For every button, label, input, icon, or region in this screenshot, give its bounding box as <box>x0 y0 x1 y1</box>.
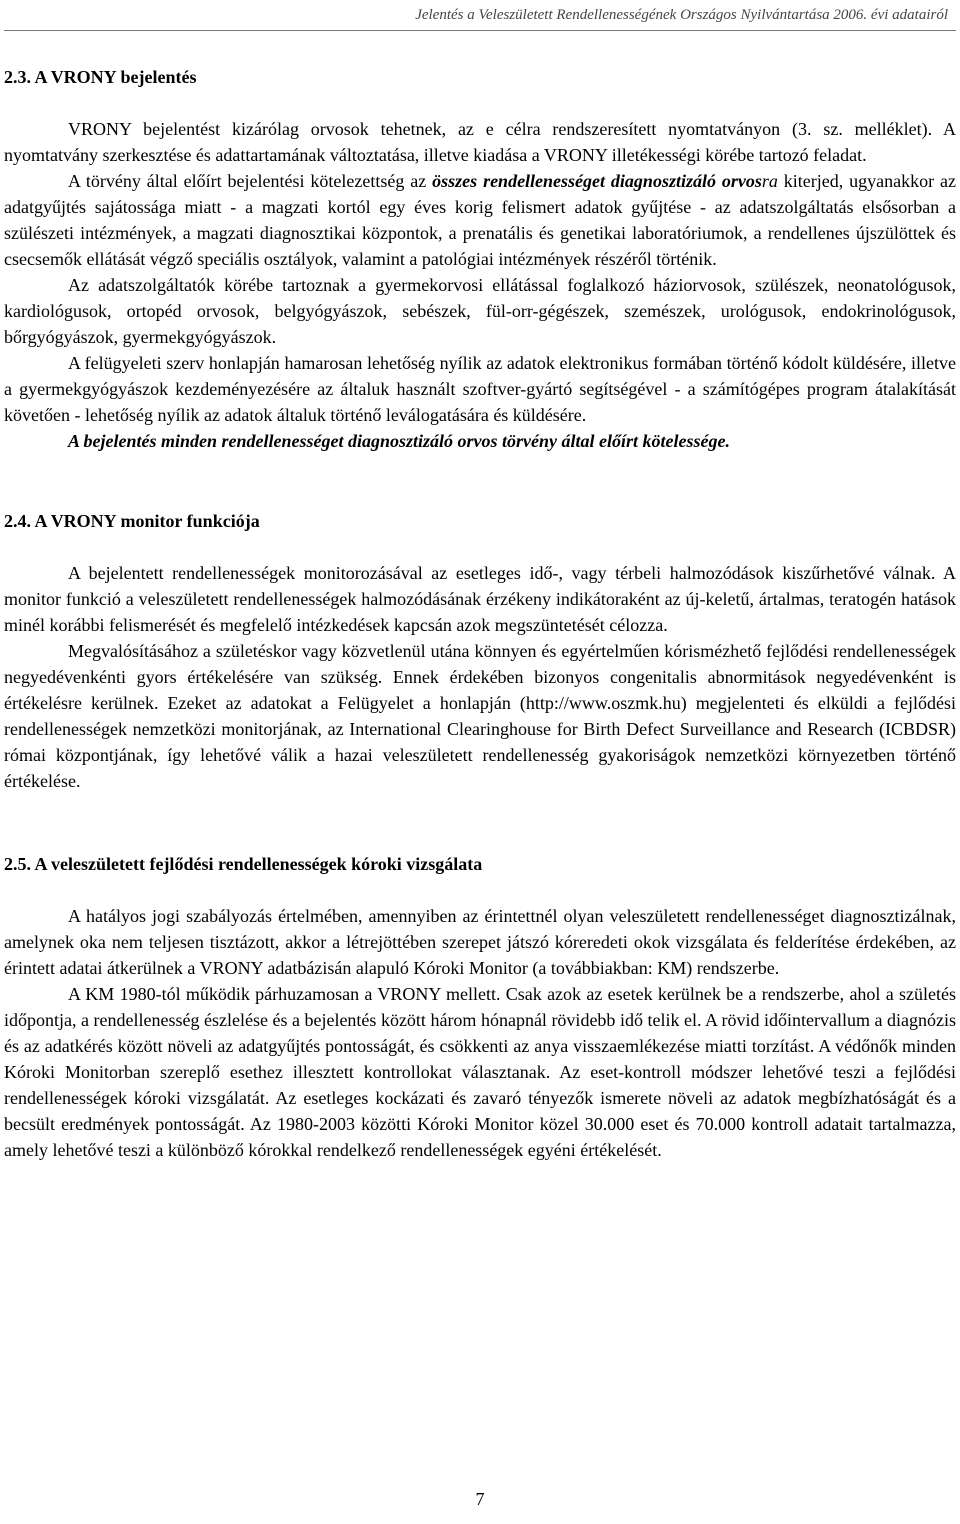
paragraph-2-rest: kiterjed, ugyanakkor az adatgyűjtés sajátossága miatt - a magzati kortól egy éves korig felismert adatok gyűjtése - az adatszolgáltatás elsősorban a szülészeti intézmények, a magzati diagnosztikai központok, a prenatális és genetikai laboratóriumok, a rendellenes újszülöttek és csecsemők ellátását végző speciális osztályok, valamint a patológiai intézmények részéről történik. <box>4 171 957 269</box>
running-header: Jelentés a Veleszületett Rendellenességének Országos Nyilvántartása 2006. évi adatairól <box>415 7 948 23</box>
section-2-3-paragraph-4: A felügyeleti szerv honlapján hamarosan lehetőség nyílik az adatok elektronikus formában történő kódolt küldésére, illetve a gyermekgyógyászok kezdeményezésére az általuk használt szoftver-gyártó segítségével - a számítógépes program átalakítását követően - lehetőség nyílik az adatok általuk történő leválogatására és küldésére. <box>4 353 956 425</box>
section-2-5-paragraph-2: A KM 1980-tól működik párhuzamosan a VRONY mellett. Csak azok az esetek kerülnek be a rendszerbe, ahol a születés időpontja, a rendellenesség észlelése és a bejelentés között három hónapnál rövidebb idő telik el. A rövid időintervallum a diagnózis és az adatkérés között növeli az adatgyűjtés pontosságát, és csökkenti az anya visszaemlékezése miatti torzítást. A védőnők minden Kóroki Monitorban szereplő esethez illesztett kontrollokat választanak. Az eset-kontroll módszer lehetővé teszi a fejlődési rendellenességek kóroki vizsgálatát. Az esetleges kockázati és zavaró tényezők ismerete növeli az adatok megbízhatóságát és a becsült eredmények pontosságát. Az 1980-2003 közötti Kóroki Monitor közel 30.000 eset és 70.000 kontroll adatait tartalmazza, amely lehetővé teszi a különböző kórokkal rendelkező rendellenességek egyéni értékelését. <box>4 984 956 1160</box>
emphasis-all-diagnosing-doctors: összes rendellenességet diagnosztizáló orvos <box>432 171 762 191</box>
header-rule <box>4 30 956 31</box>
section-2-3-paragraph-3: Az adatszolgáltatók körébe tartoznak a gyermekorvosi ellátással foglalkozó háziorvosok, szülészek, neonatológusok, kardiológusok, ortopéd orvosok, belgyógyászok, sebészek, fül-orr-gégészek, szemészek, urológusok, endokrinológusok, bőrgyógyászok, gyermekgyógyászok. <box>4 275 956 347</box>
section-2-3-paragraph-2 <box>4 168 956 272</box>
section-2-5-title: 2.5. A veleszületett fejlődési rendellenességek kóroki vizsgálata <box>4 854 483 874</box>
section-2-3-emphasis-statement: A bejelentés minden rendellenességet diagnosztizáló orvos törvény által előírt kötelessége. <box>68 431 730 451</box>
section-2-4-paragraph-1: A bejelentett rendellenességek monitorozásával az esetleges idő-, vagy térbeli halmozódások kiszűrhetővé válnak. A monitor funkció a veleszületett rendellenességek halmozódásának érzékeny indikátoraként az új-keletű, ártalmas, teratogén hatások minél korábbi felismerését és megfelelő intézkedések kapcsán azok megszüntetését célozza. <box>4 563 956 635</box>
section-2-4-paragraph-2: Megvalósításához a születéskor vagy közvetlenül utána könnyen és egyértelműen kórismézhető fejlődési rendellenességek negyedévenkénti gyors értékelésére van szükség. Ennek érdekében bizonyos congenitalis abnormitások negyedévenként is értékelésre kerülnek. Ezeket az adatokat a Felügyelet a honlapján (http://www.oszmk.hu) megjelenteti és elküldi a fejlődési rendellenességek nemzetközi monitorjának, az International Clearinghouse for Birth Defect Surveillance and Research (ICBDSR) római központjának, így lehetővé válik a hazai veleszületett rendellenesség gyakoriságok nemzetközi környezetben történő értékelése. <box>4 641 956 791</box>
emphasis-suffix: ra <box>761 171 778 191</box>
section-2-3-paragraph-1: VRONY bejelentést kizárólag orvosok tehetnek, az e célra rendszeresített nyomtatványon (3. sz. melléklet). A nyomtatvány szerkesztése és adattartamának változtatása, illetve kiadása a VRONY illetékességi körébe tartozó feladat. <box>4 119 956 165</box>
section-2-3-title: 2.3. A VRONY bejelentés <box>4 67 197 87</box>
section-2-4-title: 2.4. A VRONY monitor funkciója <box>4 511 260 531</box>
paragraph-2-lead: A törvény által előírt bejelentési kötelezettség az <box>68 171 433 191</box>
document-body <box>4 64 956 1163</box>
page-number: 7 <box>475 1489 485 1509</box>
section-2-5-paragraph-1: A hatályos jogi szabályozás értelmében, amennyiben az érintettnél olyan veleszületett rendellenességet diagnosztizálnak, amelynek oka nem teljesen tisztázott, akkor a létrejöttében szerepet játszó kóreredeti okok vizsgálata és felderítése érdekében, az érintett adatai átkerülnek a VRONY adatbázisán alapuló Kóroki Monitor (a továbbiakban: KM) rendszerbe. <box>4 906 956 978</box>
